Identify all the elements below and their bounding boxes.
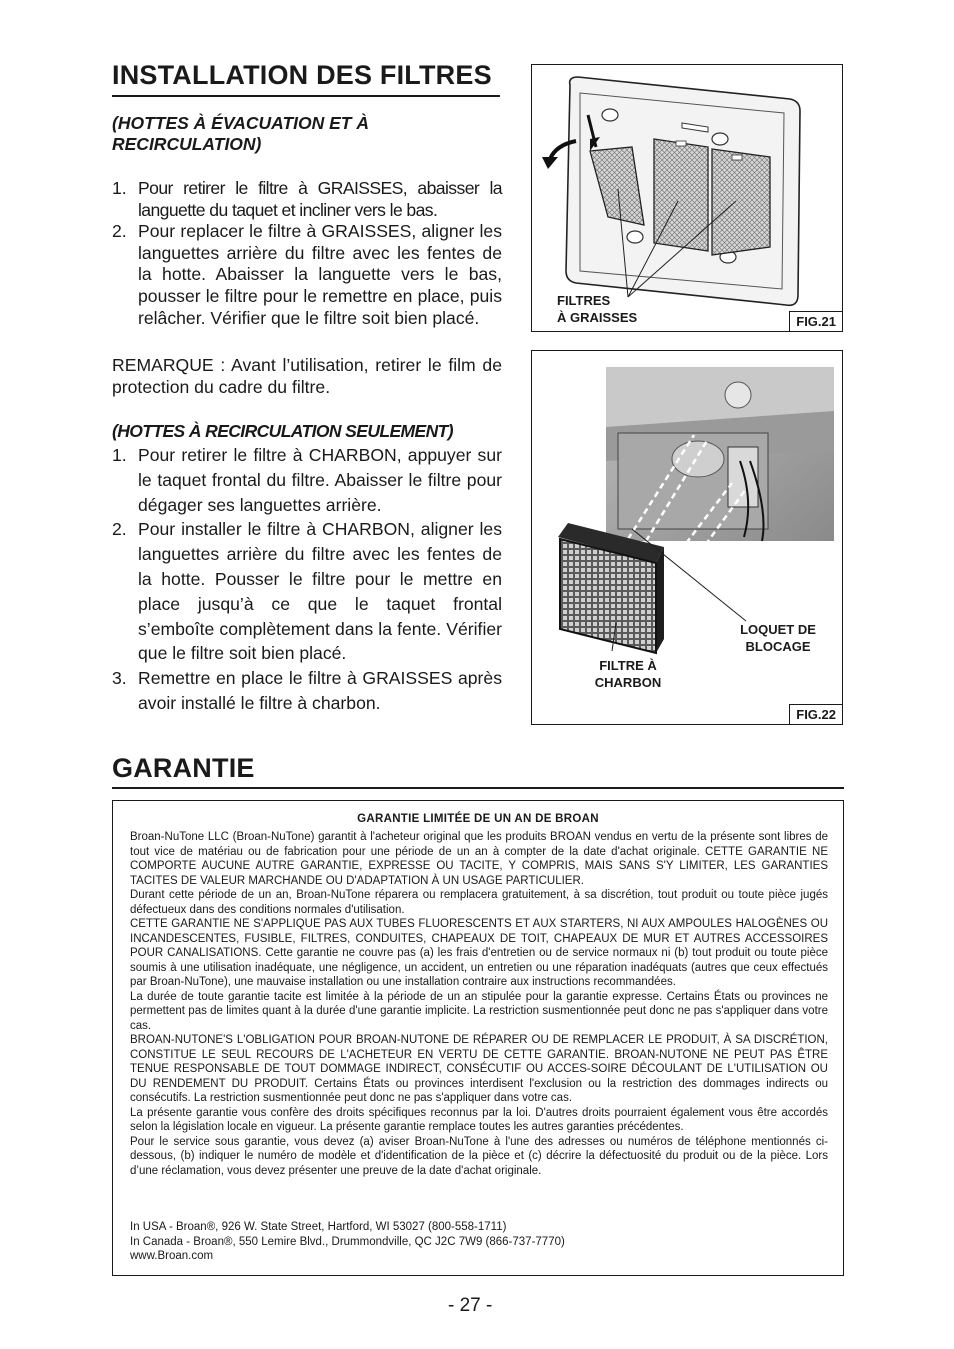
warranty-title: GARANTIE LIMITÉE DE UN AN DE BROAN (357, 813, 599, 825)
warranty-paragraph: CETTE GARANTIE NE S'APPLIQUE PAS AUX TUBES FLUORESCENTS ET AUX STARTERS, NI AUX AMPOULES HALOGÈNES OU INCANDESCENTES, FUSIBLE, FILTRES, CONDUITES, CHAPEAUX DE TOIT, CHAPEAUX DE MUR ET AUTRES ACCESSOIRES POUR CANALISATIONS. Cette garantie ne couvre pas (a) les frais d'entretien ou de service normaux ni (b) tout produit ou toute pièce soumis à une utilisation inadéquate, une négligence, un accident, un entretien ou une réparation inadéquats (autres que ceux effectués par Broan-NuTone), une mauvaise installation ou une installation contraire aux instructions recommandées. (130, 918, 828, 988)
section-title-installation: INSTALLATION DES FILTRES (112, 60, 492, 90)
warranty-paragraph: La durée de toute garantie tacite est limitée à la période de un an stipulée pour la garantie expresse. Certains États ou provinces ne permettent pas de limites quant à la durée d'une garantie implicite. La restriction susmentionnée peut donc ne pas s'appliquer dans votre cas. (130, 990, 828, 1032)
figure-22 (531, 350, 843, 725)
charcoal-filter-illustration (532, 351, 842, 724)
warranty-box (112, 800, 844, 1276)
warranty-title-underline (112, 787, 844, 789)
subheading-recirculation-only: (HOTTES À RECIRCULATION SEULEMENT) (112, 421, 453, 441)
list-item: 1. Pour retirer le filtre à GRAISSES, abaisser la languette du taquet et incliner vers le bas. (112, 178, 502, 220)
figure-21-label: FIG.21 (789, 311, 842, 331)
warranty-paragraph: Durant cette période de un an, Broan-NuTone réparera ou remplacera gratuitement, à sa discrétion, tout produit ou toute pièce jugés défectueux dans des conditions normales d'utilisation. (130, 889, 828, 916)
address-canada: In Canada - Broan®, 550 Lemire Blvd., Drummondville, QC J2C 7W9 (866-737-7770) (130, 1235, 565, 1248)
figure-21 (531, 64, 843, 332)
list-item: 2. Pour installer le filtre à CHARBON, aligner les languettes arrière du filtre avec les fentes de la hotte. Pousser le filtre pour le mettre en place jusqu’à ce que le taquet frontal s’emboîte complètement dans la fente. Vérifier que le filtre soit bien placé. (112, 519, 502, 664)
warranty-text (130, 830, 828, 1178)
list-item: 3. Remettre en place le filtre à GRAISSES après avoir installé le filtre à charbon. (112, 668, 502, 713)
charcoal-filter-steps (112, 443, 502, 716)
section-title-warranty: GARANTIE (112, 753, 255, 783)
subheading-evacuation-recirculation: (HOTTES À ÉVACUATION ET À RECIRCULATION) (112, 113, 369, 154)
warranty-addresses (130, 1220, 565, 1264)
warranty-paragraph: BROAN-NUTONE'S L'OBLIGATION POUR BROAN-NUTONE DE RÉPARER OU DE REMPLACER LE PRODUIT, À SA DISCRÉTION, CONSTITUE LE SEUL RECOURS DE L'ACHETEUR EN VERTU DE CETTE GARANTIE. BROAN-NUTONE NE PEUT PAS ÊTRE TENUE RESPONSABLE DE TOUT DOMMAGE INDIRECT, CONSÉCUTIF OU ACCES-SOIRE DÉCOULANT DE L'UTILISATION OU DU RENDEMENT DU PRODUIT. Certains États ou provinces interdisent l'exclusion ou la restriction des dommages indirects ou consécutifs. La restriction susmentionnée peut donc ne pas s'appliquer dans votre cas. (130, 1034, 828, 1104)
list-item: 1. Pour retirer le filtre à CHARBON, appuyer sur le taquet frontal du filtre. Abaisser le filtre pour dégager ses languettes arrière. (112, 445, 502, 515)
figure-22-label: FIG.22 (789, 704, 842, 724)
page-number: - 27 - (448, 1295, 493, 1316)
callout-charcoal-filter: FILTRE À CHARBON (594, 658, 662, 690)
callout-locking-latch: LOQUET DE BLOCAGE (740, 622, 816, 654)
address-usa: In USA - Broan®, 926 W. State Street, Hartford, WI 53027 (800-558-1711) (130, 1221, 507, 1233)
grease-filter-steps (112, 178, 502, 329)
warranty-paragraph: Pour le service sous garantie, vous devez (a) aviser Broan-NuTone à l'une des adresses ou numéros de téléphone mentionnés ci-dessous, (b) indiquer le numéro de modèle et d'identification de la pièce et (c) décrire la défectuosité du produit ou de la pièce. Lors d’une réclamation, vous devez présenter une preuve de la date d'achat originale. (130, 1135, 828, 1177)
website-link[interactable]: www.Broan.com (130, 1250, 214, 1262)
list-item: 2. Pour replacer le filtre à GRAISSES, aligner les languettes arrière du filtre avec les fentes de la hotte. Abaisser la languette vers le bas, pousser le filtre pour le remettre en place, puis relâcher. Vérifier que le filtre soit bien placé. (112, 221, 502, 328)
callout-grease-filters: FILTRES À GRAISSES (557, 293, 638, 325)
remark-paragraph: REMARQUE : Avant l’utilisation, retirer le film de protection du cadre du filtre. (112, 355, 502, 397)
warranty-paragraph: Broan-NuTone LLC (Broan-NuTone) garantit à l'acheteur original que les produits BROAN vendus en vertu de la présente sont libres de tout vice de matériau ou de fabrication pour une période de un an à compter de la date d'achat originale. CETTE GARANTIE NE COMPORTE AUCUNE AUTRE GARANTIE, EXPRESSE OU TACITE, Y COMPRIS, MAIS SANS S'Y LIMITER, LES GARANTIES TACITES DE VALEUR MARCHANDE OU D'ADAPTATION À UN USAGE PARTICULIER. (130, 831, 828, 887)
title-underline (112, 95, 500, 97)
warranty-paragraph: La présente garantie vous confère des droits spécifiques reconnus par la loi. D'autres droits pourraient également vous être accordés selon la législation locale en vigueur. La présente garantie remplace toutes les autres garanties précédentes. (130, 1106, 828, 1133)
